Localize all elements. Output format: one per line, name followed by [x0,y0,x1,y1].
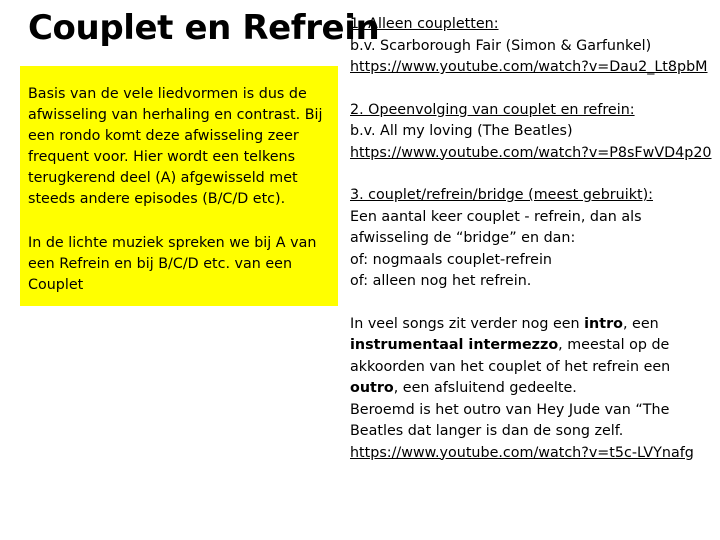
outro-paragraph: In veel songs zit verder nog een intro, een instrumentaal intermezzo, meestal op de akkoorden van het couplet of het refrein een outro, een afsluitend gedeelte. [350,315,671,396]
intro-paragraph: Basis van de vele liedvormen is dus de afwisseling van herhaling en contrast. Bij een rondo komt deze afwisseling zeer frequent voor. Hier wordt een telkens terugkerend deel (A) afgewisseld met steeds andere episodes (B/C/D etc). [28,86,323,207]
definition-paragraph: In de lichte muziek spreken we bij A van een Refrein en bij B/C/D etc. van een Couplet [28,235,317,293]
page-title: Couplet en Refrein [28,8,380,48]
section-heading: 1. Alleen coupletten: [350,16,499,32]
example-text: b.v. Scarborough Fair (Simon & Garfunkel) [350,37,652,54]
option-text: of: nogmaals couplet-refrein [350,251,552,268]
section-outro [350,314,718,465]
hey-jude-text: Beroemd is het outro van Hey Jude van “The Beatles dat langer is dan de song zelf. [350,401,670,439]
section-heading: 3. couplet/refrein/bridge (meest gebruikt): [350,187,653,203]
youtube-link[interactable]: https://www.youtube.com/watch?v=P8sFwVD4p20 [350,144,712,161]
option-text: of: alleen nog het refrein. [350,273,532,289]
section-verse-chorus-bridge [350,185,718,293]
song-forms-column [350,14,718,464]
section-verses-only [350,14,718,79]
intro-term: intro [584,315,623,332]
section-verse-chorus [350,100,718,165]
section-heading: 2. Opeenvolging van couplet en refrein: [350,101,635,118]
description-text: Een aantal keer couplet - refrein, dan als afwisseling de “bridge” en dan: [350,208,642,246]
intermezzo-term: instrumentaal intermezzo [350,337,559,353]
youtube-link[interactable]: https://www.youtube.com/watch?v=Dau2_Lt8pbM [350,59,708,75]
youtube-link[interactable]: https://www.youtube.com/watch?v=t5c-LVYnafg [350,444,694,461]
example-text: b.v. All my loving (The Beatles) [350,123,573,139]
outro-term: outro [350,380,394,396]
